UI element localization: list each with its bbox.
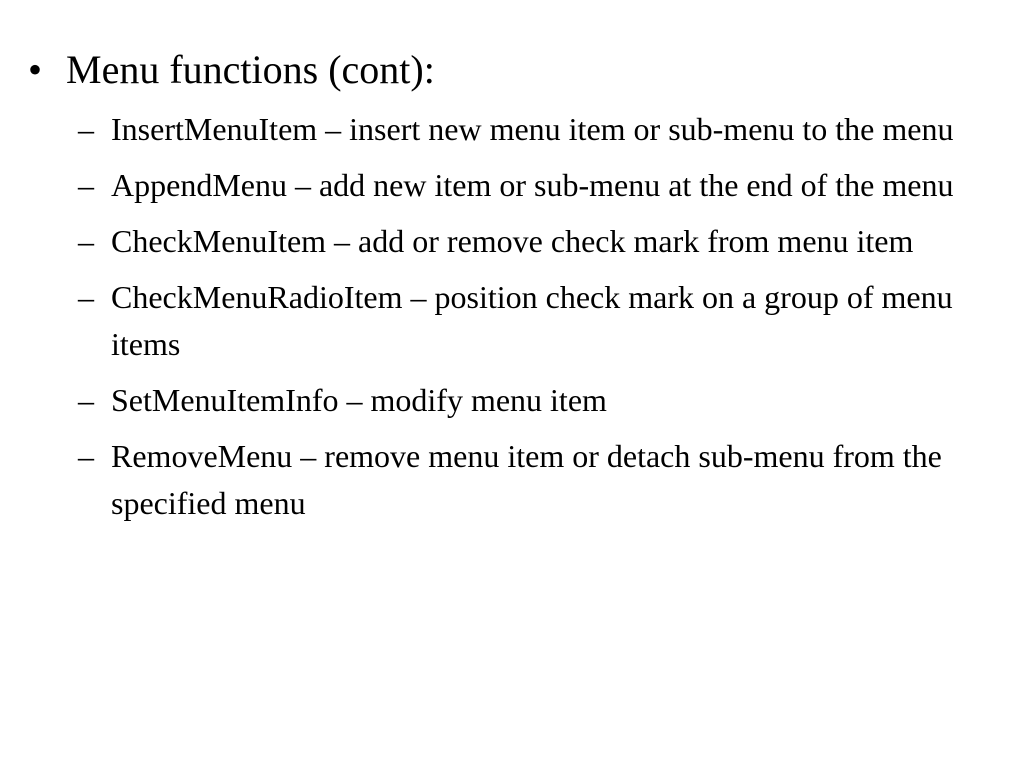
sub-bullet-item bbox=[78, 106, 978, 153]
sub-bullet-text: RemoveMenu – remove menu item or detach sub-menu from the specified menu bbox=[111, 438, 942, 521]
sub-bullet-item bbox=[78, 218, 978, 265]
bullet-item bbox=[28, 44, 988, 96]
sub-bullet-text: CheckMenuRadioItem – position check mark on a group of menu items bbox=[111, 279, 953, 362]
bullet-text: Menu functions (cont): bbox=[66, 47, 435, 92]
dash-marker: – bbox=[78, 223, 94, 259]
sub-bullet-text: AppendMenu – add new item or sub-menu at the end of the menu bbox=[111, 167, 954, 203]
sub-bullet-text: InsertMenuItem – insert new menu item or sub-menu to the menu bbox=[111, 111, 954, 147]
sub-bullet-text: SetMenuItemInfo – modify menu item bbox=[111, 382, 607, 418]
dash-marker: – bbox=[78, 167, 94, 203]
sub-bullet-item bbox=[78, 433, 978, 527]
sub-bullet-list bbox=[78, 106, 978, 536]
dash-marker: – bbox=[78, 438, 94, 474]
dash-marker: – bbox=[78, 382, 94, 418]
sub-bullet-text: CheckMenuItem – add or remove check mark from menu item bbox=[111, 223, 914, 259]
sub-bullet-item bbox=[78, 377, 978, 424]
dash-marker: – bbox=[78, 111, 94, 147]
dash-marker: – bbox=[78, 279, 94, 315]
sub-bullet-item bbox=[78, 162, 978, 209]
sub-bullet-item bbox=[78, 274, 978, 368]
bullet-marker: • bbox=[28, 47, 43, 92]
